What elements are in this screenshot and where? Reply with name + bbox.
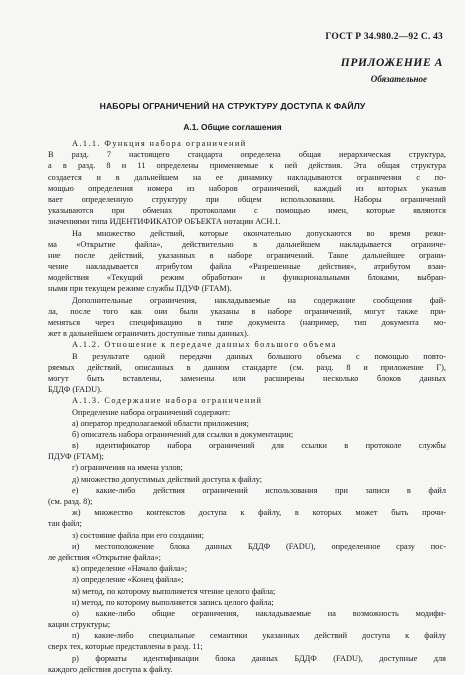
text-line: создается и в дальнейшем на ее динамику накладываются ограничения с по- (48, 172, 446, 182)
text-line: ма «Открытие файла», действительно в дальнейшем накладывается ограниче- (48, 239, 446, 249)
list-item-cont: ПДУФ (FTAM); (48, 452, 104, 462)
body-text (48, 138, 446, 675)
text-line: мощью определения номера из наборов ограничений, каждый из которых указыв (48, 183, 446, 193)
list-item-cont: (см. разд. 8); (48, 497, 93, 506)
text-line: указываются при обменах протоколами с помощью имен, которые являются (48, 206, 446, 216)
text-line: а в разд. 8 и 11 определены применяемые к ней действия. Эта общая структура (48, 161, 446, 171)
list-item: м) метод, по которому выполняется чтение целого файла; (72, 586, 276, 596)
subheading-line: А.1.3. Содержание набора ограничений (72, 396, 263, 406)
appendix-label: ПРИЛОЖЕНИЕ А (340, 57, 443, 69)
list-item-cont: ле действия «Открытие файла»; (48, 552, 161, 562)
text-line: В разд. 7 настоящего стандарта определена общая иерархическая структура, (48, 150, 446, 160)
page-header: ГОСТ Р 34.980.2—92 С. 43 (325, 32, 443, 42)
appendix-title: НАБОРЫ ОГРАНИЧЕНИЙ НА СТРУКТУРУ ДОСТУПА К ФАЙЛУ (99, 101, 366, 111)
list-item: г) ограничения на имена узлов; (72, 463, 183, 473)
list-item: е) какие-либо действия ограничений использования при записи в файл (72, 485, 446, 495)
list-item: к) определение «Начало файла»; (72, 564, 188, 574)
list-item: и) местоположение блока данных БДДФ (FADU), определенное сразу пос- (72, 541, 446, 551)
text-line: ными при текущем режиме службы ПДУФ (FTAM). (48, 284, 232, 294)
list-item: д) множество допустимых действий доступа к файлу; (72, 474, 263, 484)
text-line: жет в дальнейшем ограничить доступные типы данных). (48, 329, 249, 339)
text-line: БДДФ (FADU). (48, 385, 102, 395)
list-item: а) оператор предполагаемой области приложения; (72, 418, 249, 428)
list-item: б) описатель набора ограничений для ссылки в документации; (72, 429, 294, 439)
list-item-cont: кации структуры; (48, 620, 111, 630)
list-item-cont: каждого действия доступа к файлу. (48, 664, 173, 674)
text-line: ла, после того как они были указаны в наборе ограничений, могут также при- (48, 306, 446, 316)
text-line: могут быть вставлены, заменены или расширены несколько блоков данных (48, 373, 446, 383)
text-line: Дополнительные ограничения, накладываемые на содержание сообщения фай- (72, 295, 446, 305)
list-item: р) форматы идентификации блока данных БДДФ (FADU), доступные для (72, 653, 446, 663)
list-item-cont: тан файл; (48, 519, 82, 529)
subheading-line: А.1.2. Отношение к передаче данных большого объема (72, 340, 337, 350)
text-line: Определение набора ограничений содержит: (72, 407, 231, 417)
text-line: ние после действий, указанных в наборе ограничений. Такое дальнейшее ограни- (48, 250, 446, 260)
text-line: модействия «Текущий режим обработки» и функциональными блоками, выбран- (48, 273, 446, 283)
list-item: з) состояние файла при его создании; (72, 530, 204, 540)
list-item: в) идентификатор набора ограничений для ссылки в протоколе службы (72, 441, 446, 451)
section-heading: А.1. Общие соглашения (183, 122, 282, 132)
list-item-cont: сверх тех, которые представлены в разд. 11; (48, 642, 203, 652)
list-item: н) метод, по которому выполняется запись целого файла; (72, 597, 274, 607)
list-item: о) какие-либо общие ограничения, накладываемые на возможность модифи- (72, 608, 446, 618)
appendix-status: Обязательное (370, 74, 427, 84)
text-line: меняться через спецификацию в типе документа (например, тип документа мо- (48, 318, 446, 327)
list-item: ж) множество контекстов доступа к файлу, в которых может быть прочи- (72, 508, 446, 518)
text-line: чение накладывается атрибутом файла «Разрешенные действия», атрибутом взаи- (48, 262, 446, 272)
list-item: п) какие-либо специальные семантики указанных действий доступа к файлу (72, 631, 446, 641)
text-line: На множество действий, которые окончательно допускаются во время режи- (72, 228, 446, 238)
subheading-line: А.1.1. Функция набора ограничений (72, 139, 247, 148)
text-line: В результате одной передачи данных большого объема с помощью повто- (72, 351, 446, 361)
text-line: вает определенную структуру при общем использовании. Наборы ограничений (48, 194, 446, 204)
text-line: значениями типа ИДЕНТИФИКАТОР ОБЪЕКТА нотации АСН.1. (48, 217, 281, 227)
text-line: ряемых действий, описанных в данном стандарте (см. разд. 8 и приложение Г), (48, 362, 446, 372)
list-item: л) определение «Конец файла»; (72, 575, 184, 585)
